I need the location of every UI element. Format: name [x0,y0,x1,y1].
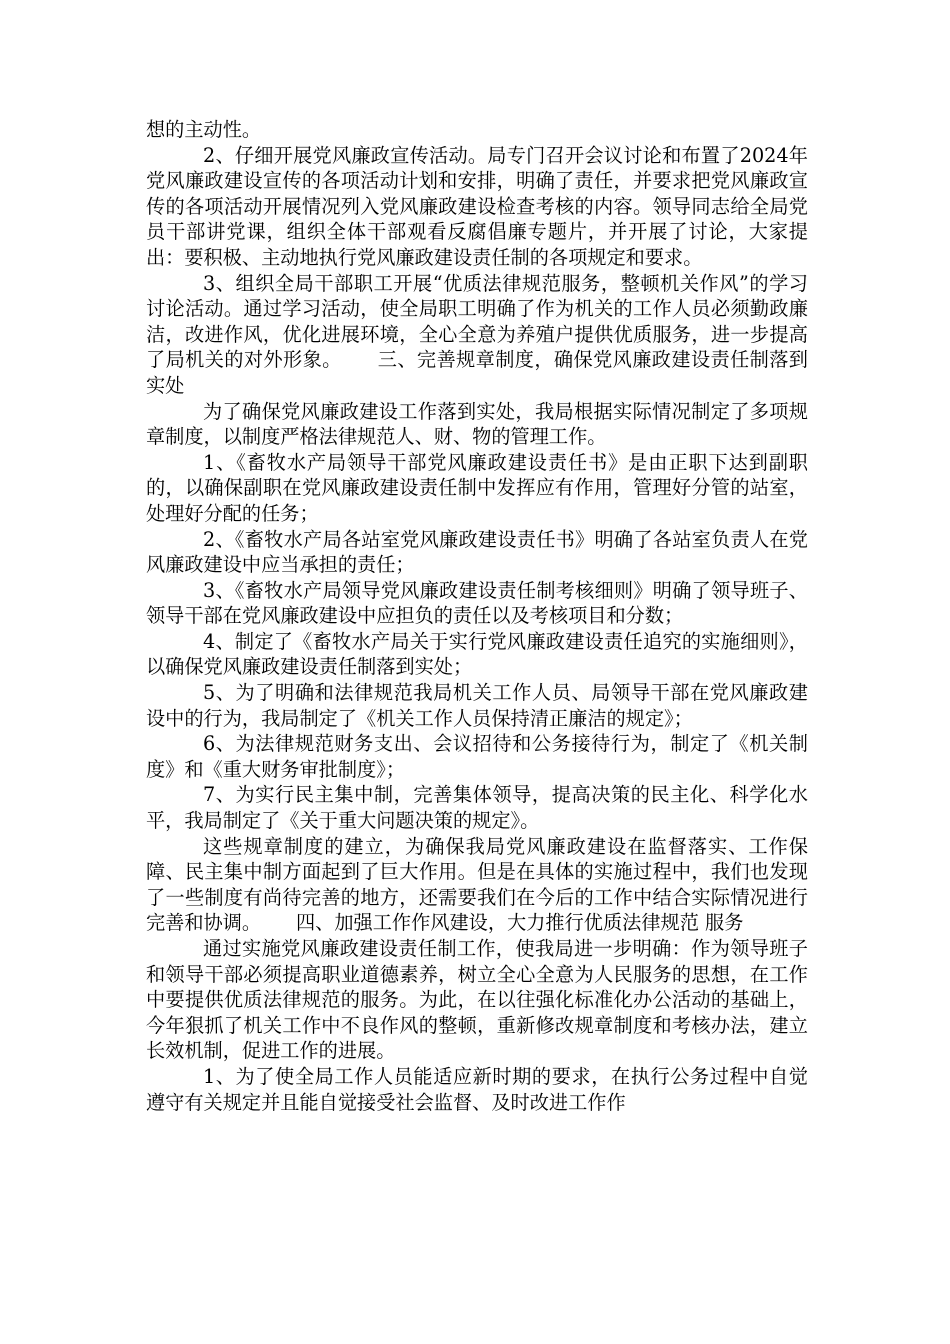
paragraph-rule-1: 1、《畜牧水产局领导干部党风廉政建设责任书》是由正职下达到副职的，以确保副职在党风廉政建设责任制中发挥应有作用，管理好分管的站室，处理好分配的任务； [146,450,808,525]
paragraph-rule-3: 3、《畜牧水产局领导党风廉政建设责任制考核细则》明确了领导班子、领导干部在党风廉政建设中应担负的责任以及考核项目和分数； [146,578,808,628]
paragraph-work-style-item-1: 1、为了使全局工作人员能适应新时期的要求，在执行公务过程中自觉遵守有关规定并且能自觉接受社会监督、及时改进工作作 [146,1064,808,1114]
paragraph-rules-summary: 这些规章制度的建立，为确保我局党风廉政建设在监督落实、工作保障、民主集中制方面起到了巨大作用。但是在具体的实施过程中，我们也发现了一些制度有尚待完善的地方，还需要我们在今后的工作中结合实际情况进行完善和协调。 四、加强工作作风建设，大力推行优质法律规范 服务 [146,834,808,935]
paragraph-rule-7: 7、为实行民主集中制，完善集体领导，提高决策的民主化、科学化水平，我局制定了《关于重大问题决策的规定》。 [146,783,808,833]
paragraph-publicity-activities: 2、仔细开展党风廉政宣传活动。局专门召开会议讨论和布置了2024年党风廉政建设宣传的各项活动计划和安排，明确了责任，并要求把党风廉政宣传的各项活动开展情况列入党风廉政建设检查考核的内容。领导同志给全局党员干部讲党课，组织全体干部观看反腐倡廉专题片，并开展了讨论，大家提出：要积极、主动地执行党风廉政建设责任制的各项规定和要求。 [146,143,808,269]
paragraph-continuation: 想的主动性。 [146,118,262,141]
paragraph-rule-5: 5、为了明确和法律规范我局机关工作人员、局领导干部在党风廉政建设中的行为，我局制定了《机关工作人员保持清正廉洁的规定》； [146,681,808,730]
paragraph-study-discussion: 3、组织全局干部职工开展“优质法律规范服务，整顿机关作风”的学习讨论活动。通过学习活动，使全局职工明确了作为机关的工作人员必须勤政廉洁，改进作风，优化进展环境，全心全意为养殖户提供优质服务，进一步提高了局机关的对外形象。 三、完善规章制度，确保党风廉政建设责任制落到实处 [146,271,808,397]
paragraph-rule-4: 4、制定了《畜牧水产局关于实行党风廉政建设责任追究的实施细则》，以确保党风廉政建设责任制落到实处； [146,629,808,679]
paragraph-rules-intro: 为了确保党风廉政建设工作落到实处，我局根据实际情况制定了多项规章制度，以制度严格法律规范人、财、物的管理工作。 [146,399,808,449]
document-body [146,117,808,1115]
paragraph-rule-6: 6、为法律规范财务支出、会议招待和公务接待行为，制定了《机关制度》和《重大财务审批制度》； [146,732,808,781]
paragraph-work-style: 通过实施党风廉政建设责任制工作，使我局进一步明确：作为领导班子和领导干部必须提高职业道德素养，树立全心全意为人民服务的思想，在工作中要提供优质法律规范的服务。为此，在以往强化标准化办公活动的基础上，今年狠抓了机关工作中不良作风的整顿，重新修改规章制度和考核办法，建立长效机制，促进工作的进展。 [146,937,808,1063]
paragraph-rule-2: 2、《畜牧水产局各站室党风廉政建设责任书》明确了各站室负责人在党风廉政建设中应当承担的责任； [146,527,808,577]
